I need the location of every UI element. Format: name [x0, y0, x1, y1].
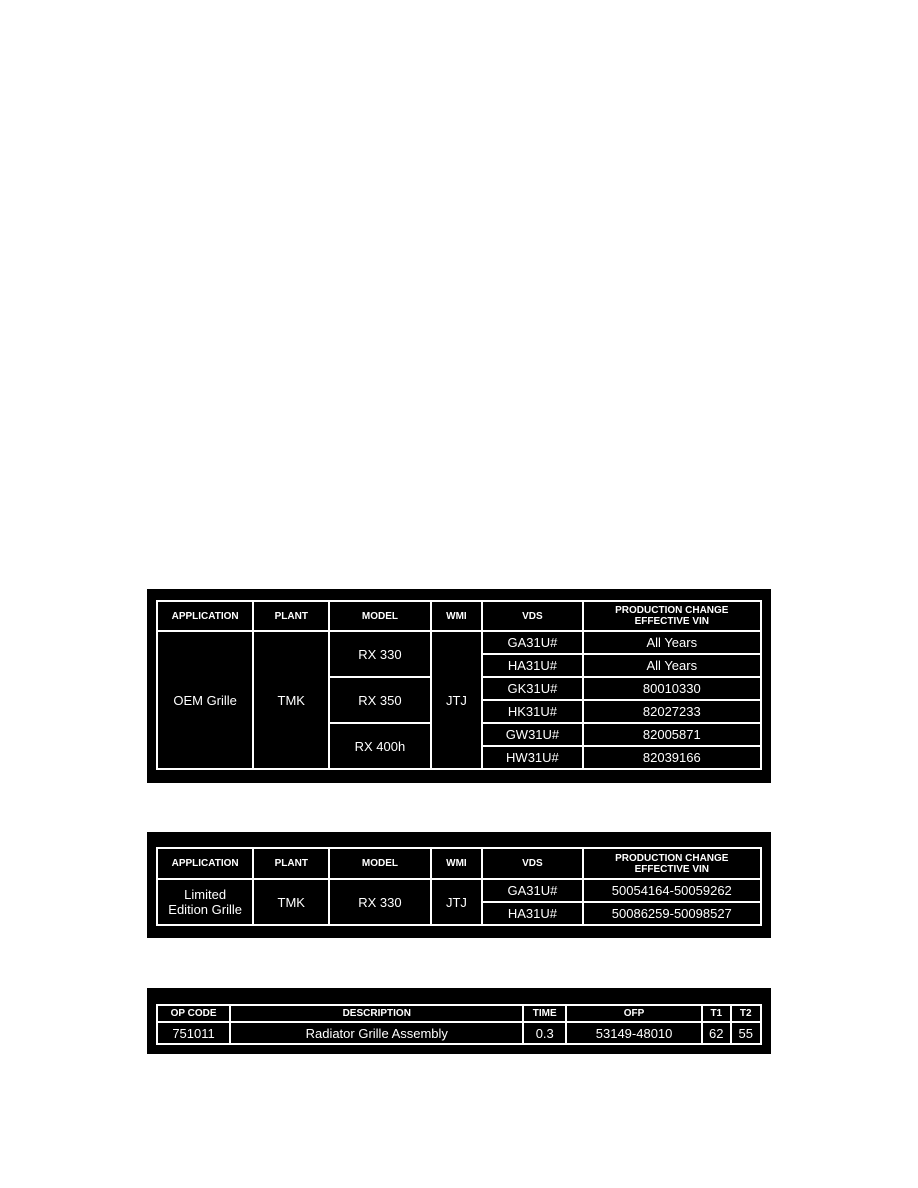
- header-production-change: [583, 848, 761, 879]
- header-production-change-line1: PRODUCTION CHANGE: [615, 852, 729, 864]
- header-model: MODEL: [329, 848, 430, 879]
- header-production-change: [583, 601, 761, 631]
- header-production-change-line1: PRODUCTION CHANGE: [615, 605, 729, 616]
- application-line1: Limited: [184, 887, 227, 902]
- model-cell: RX 330: [329, 879, 430, 925]
- header-t2: T2: [731, 1005, 762, 1022]
- vin-cell: 50086259-50098527: [583, 902, 761, 925]
- description-cell: Radiator Grille Assembly: [230, 1022, 523, 1044]
- header-op-code: OP CODE: [157, 1005, 230, 1022]
- model-cell: RX 330: [329, 631, 430, 677]
- application-cell: OEM Grille: [157, 631, 253, 769]
- vin-cell: 82027233: [583, 700, 761, 723]
- vds-cell: HW31U#: [482, 746, 582, 769]
- limited-edition-table: [156, 847, 762, 926]
- header-plant: PLANT: [253, 848, 329, 879]
- vin-cell: All Years: [583, 631, 761, 654]
- header-vds: VDS: [482, 848, 582, 879]
- t2-cell: 55: [731, 1022, 762, 1044]
- vds-cell: GW31U#: [482, 723, 582, 746]
- header-plant: PLANT: [253, 601, 329, 631]
- ofp-cell: 53149-48010: [566, 1022, 702, 1044]
- limited-edition-panel: [147, 832, 771, 938]
- header-production-change-line2: EFFECTIVE VIN: [634, 863, 710, 875]
- header-production-change-line2: EFFECTIVE VIN: [634, 616, 710, 627]
- vin-cell: 50054164-50059262: [583, 879, 761, 902]
- t1-cell: 62: [702, 1022, 730, 1044]
- vin-cell: All Years: [583, 654, 761, 677]
- application-cell: [157, 879, 253, 925]
- vds-cell: HA31U#: [482, 902, 582, 925]
- plant-cell: TMK: [253, 879, 329, 925]
- table-row: [157, 1022, 761, 1044]
- vds-cell: GA31U#: [482, 631, 582, 654]
- table-row: [157, 879, 761, 902]
- plant-cell: TMK: [253, 631, 329, 769]
- header-application: APPLICATION: [157, 601, 253, 631]
- model-cell: RX 350: [329, 677, 430, 723]
- labor-op-panel: [147, 988, 771, 1054]
- oem-grille-panel: [147, 589, 771, 783]
- header-model: MODEL: [329, 601, 430, 631]
- header-time: TIME: [523, 1005, 566, 1022]
- op-code-cell: 751011: [157, 1022, 230, 1044]
- header-vds: VDS: [482, 601, 582, 631]
- vds-cell: GA31U#: [482, 879, 582, 902]
- header-application: APPLICATION: [157, 848, 253, 879]
- header-wmi: WMI: [431, 601, 483, 631]
- vds-cell: GK31U#: [482, 677, 582, 700]
- time-cell: 0.3: [523, 1022, 566, 1044]
- header-ofp: OFP: [566, 1005, 702, 1022]
- table-row: [157, 631, 761, 654]
- vin-cell: 80010330: [583, 677, 761, 700]
- header-wmi: WMI: [431, 848, 483, 879]
- vin-cell: 82039166: [583, 746, 761, 769]
- oem-grille-table: [156, 600, 762, 770]
- header-t1: T1: [702, 1005, 730, 1022]
- wmi-cell: JTJ: [431, 631, 483, 769]
- vin-cell: 82005871: [583, 723, 761, 746]
- vds-cell: HK31U#: [482, 700, 582, 723]
- application-line2: Edition Grille: [168, 902, 242, 917]
- vds-cell: HA31U#: [482, 654, 582, 677]
- header-description: DESCRIPTION: [230, 1005, 523, 1022]
- wmi-cell: JTJ: [431, 879, 483, 925]
- model-cell: RX 400h: [329, 723, 430, 769]
- labor-op-table: [156, 1004, 762, 1045]
